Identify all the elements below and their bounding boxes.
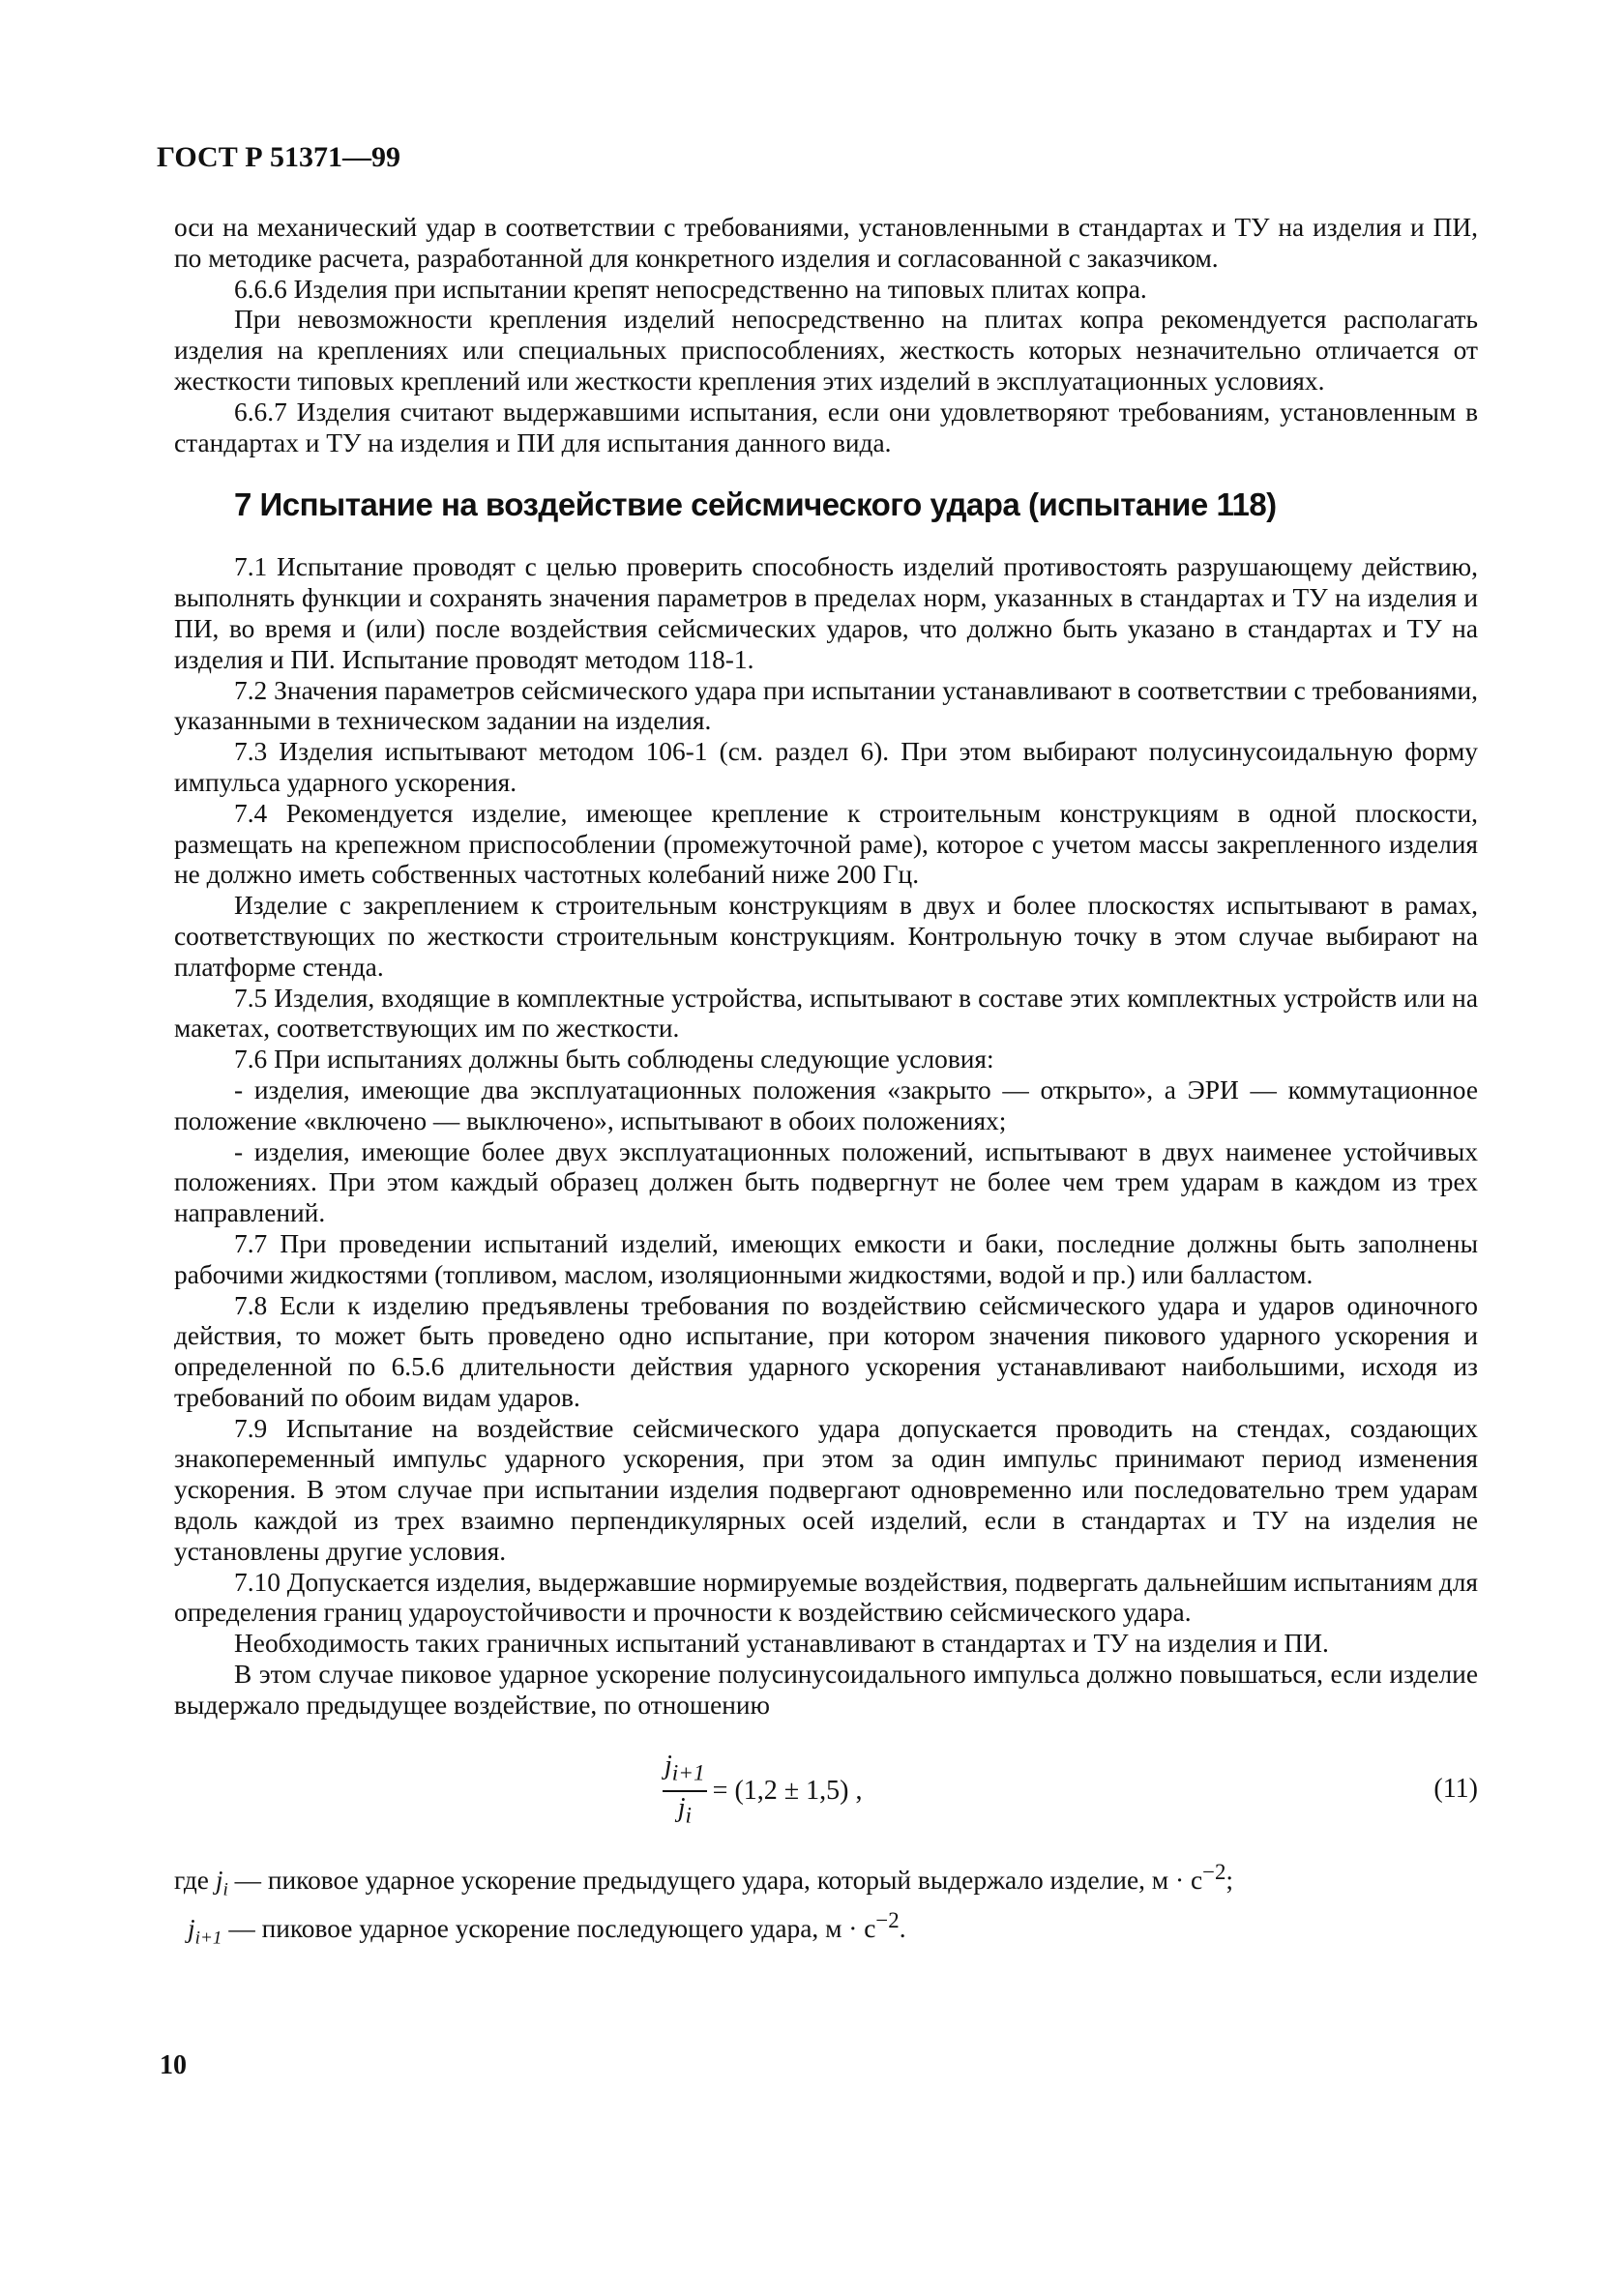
fraction — [663, 1750, 707, 1832]
equation-number: (11) — [1433, 1773, 1478, 1804]
paragraph: 6.6.6 Изделия при испытании крепят непосредственно на типовых плитах копра. — [234, 274, 1147, 304]
section-title: 7 Испытание на воздействие сейсмического удара (испытание 118) — [234, 486, 1277, 523]
formula-block — [174, 1747, 1478, 1836]
paragraph: 7.9 Испытание на воздействие сейсмического удара допускается проводить на стендах, создающих знакопеременный импульс ударного ускорения, при этом за один импульс принимают период изменения ускорения. В этом случае при испытании изделия подвергают одновременно или последовательно трем ударам вдоль каждой из трех взаимно перпендикулярных осей изделий, если в стандартах и ТУ на изделия не установлены другие условия. — [174, 1413, 1478, 1566]
list-item: - изделия, имеющие более двух эксплуатационных положений, испытывают в двух наименее устойчивых положениях. При этом каждый образец должен быть подвергнут не более чем трем ударам в каждом из трех направлений. — [174, 1136, 1478, 1228]
paragraph: оси на механический удар в соответствии с требованиями, установленными в стандартах и ТУ на изделия и ПИ, по методике расчета, разработанной для конкретного изделия и согласованной с заказчиком. — [174, 213, 1478, 273]
paragraph: 7.8 Если к изделию предъявлены требования по воздействию сейсмического удара и ударов одиночного действия, то может быть проведено одно испытание, при котором значения пикового ударного ускорения и определенной по 6.5.6 длительности действия ударного ускорения устанавливают наибольшими, исходя из требований по обоим видам ударов. — [174, 1290, 1478, 1412]
paragraph: 7.5 Изделия, входящие в комплектные устройства, испытывают в составе этих комплектных устройств или на макетах, соответствующих им по жесткости. — [174, 983, 1478, 1044]
paragraph: 7.4 Рекомендуется изделие, имеющее крепление к строительным конструкциям в одной плоскости, размещать на крепежном приспособлении (промежуточной раме), которое с учетом массы закрепленного изделия не должно иметь собственных частотных колебаний ниже 200 Гц. — [174, 798, 1478, 890]
legend-line: где $j_i$ — пиковое ударное ускорение предыдущего удара, который выдержало изделие, $м \cdot с^{-2}$; — [174, 1859, 1234, 1900]
formula — [663, 1747, 862, 1836]
body-text — [174, 213, 1478, 1954]
paragraph: 7.3 Изделия испытывают методом 106-1 (см. раздел 6). При этом выбирают полусинусоидальную форму импульса ударного ускорения. — [174, 737, 1478, 797]
page-number: 10 — [160, 2050, 187, 2080]
document-header: ГОСТ Р 51371—99 — [157, 141, 401, 173]
formula-rhs: = (1,2 ± 1,5) , — [712, 1775, 863, 1806]
paragraph: 6.6.7 Изделия считают выдержавшими испытания, если они удовлетворяют требованиям, установленным в стандартах и ТУ на изделия и ПИ для испытания данного вида. — [174, 397, 1478, 457]
paragraph: В этом случае пиковое ударное ускорение полусинусоидального импульса должно повышаться, если изделие выдержало предыдущее воздействие, по отношению — [174, 1660, 1478, 1720]
denominator: $j_i$ — [677, 1792, 692, 1829]
list-item: - изделия, имеющие два эксплуатационных положения «закрыто — открыто», а ЭРИ — коммутационное положение «включено — выключено», испытывают в обоих положениях; — [174, 1074, 1478, 1135]
paragraph: 7.10 Допускается изделия, выдержавшие нормируемые воздействия, подвергать дальнейшим испытаниям для определения границ удароустойчивости и прочности к воздействию сейсмического удара. — [174, 1567, 1478, 1628]
paragraph: Изделие с закреплением к строительным конструкциям в двух и более плоскостях испытывают в рамах, соответствующих по жесткости строительным конструкциям. Контрольную точку в этом случае выбирают на платформе стенда. — [174, 891, 1478, 982]
paragraph: При невозможности крепления изделий непосредственно на плитах копра рекомендуется располагать изделия на креплениях или специальных приспособлениях, жесткость которых незначительно отличается от жесткости типовых креплений или жесткости крепления этих изделий в эксплуатационных условиях. — [174, 305, 1478, 396]
paragraph: Необходимость таких граничных испытаний устанавливают в стандартах и ТУ на изделия и ПИ. — [234, 1629, 1329, 1659]
numerator: $j_{i+1}$ — [663, 1750, 707, 1792]
paragraph: 7.7 При проведении испытаний изделий, имеющих емкости и баки, последние должны быть заполнены рабочими жидкостями (топливом, маслом, изоляционными жидкостями, водой и пр.) или балластом. — [174, 1228, 1478, 1289]
paragraph: 7.2 Значения параметров сейсмического удара при испытании устанавливают в соответствии с требованиями, указанными в техническом задании на изделия. — [174, 675, 1478, 736]
paragraph: 7.1 Испытание проводят с целью проверить способность изделий противостоять разрушающему действию, выполнять функции и сохранять значения параметров в пределах норм, указанных в стандартах и ТУ на изделия и ПИ, во время и (или) после воздействия сейсмических ударов, что должно быть указано в стандартах и ТУ на изделия и ПИ. Испытание проводят методом 118-1. — [174, 552, 1478, 674]
paragraph: 7.6 При испытаниях должны быть соблюдены следующие условия: — [234, 1045, 994, 1074]
formula-legend — [174, 1857, 1478, 1955]
legend-line: $j_{i+1}$ — пиковое ударное ускорение последующего удара, $м \cdot с^{-2}$. — [188, 1908, 906, 1949]
